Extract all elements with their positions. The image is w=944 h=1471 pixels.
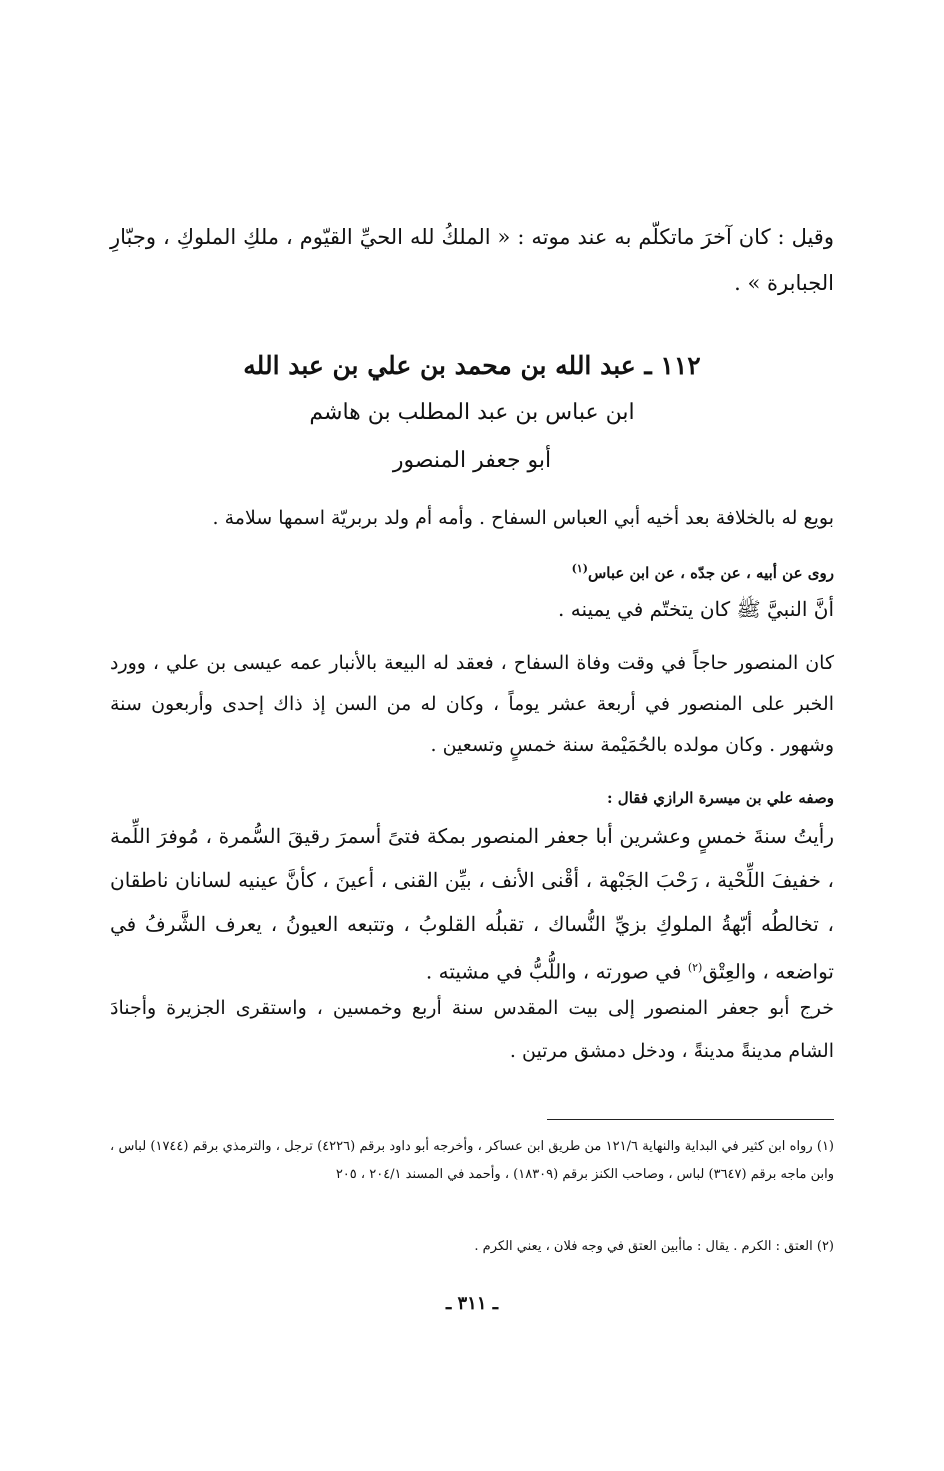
entry-kunya: أبو جعفر المنصور: [392, 448, 552, 473]
page-number: ـ ٣١١ ـ: [445, 1293, 499, 1314]
narration-chain-text: روى عن أبيه ، عن جدّه ، عن ابن عباس: [587, 564, 834, 582]
footnote-marker-2: (٢): [687, 961, 703, 974]
footnote-marker-1: (١): [571, 562, 588, 575]
description-tail: في صورته ، واللُّبُّ في مشيته .: [425, 959, 688, 984]
description-paragraph: [110, 814, 834, 994]
pilgrimage-paragraph: كان المنصور حاجاً في وقت وفاة السفاح ، فعقد له البيعة بالأنبار عمه عيسى بن علي ، وورد الخبر على المنصور في أربعة عشر يوماً ، وكان له من السن إذ ذاك إحدى وأربعون سنة وشهور . وكان مولده بالحُمَيْمة سنة خمسٍ وتسعين .: [110, 652, 834, 756]
narration-chain: [110, 556, 834, 586]
hadith-text: أنَّ النبيَّ ﷺ كان يتختّم في يمينه .: [558, 597, 834, 621]
travel-paragraph: خرج أبو جعفر المنصور إلى بيت المقدس سنة أربع وخمسين ، واستقرى الجزيرة وأجنادَ الشام مدينةً مدينةً ، ودخل دمشق مرتين .: [110, 997, 834, 1062]
footnote-divider: [547, 1119, 834, 1120]
description-intro: وصفه علي بن ميسرة الرازي فقال :: [607, 789, 834, 807]
description-text: رأيتُ سنةَ خمسٍ وعشرين أبا جعفر المنصور بمكة فتىً أسمرَ رقيقَ السُّمرة ، مُوفرَ اللِّمة ، خفيفَ اللِّحْية ، رَحْبَ الجَبْهة ، أقْنى الأنف ، بيِّن القنى ، أعينَ ، كأنَّ عينيه لسانان ناطقان ، تخالطُه أبّهةُ الملوكِ بزيِّ النُّساك ، تقبلُه القلوبُ ، وتتبعه العيونُ ، يعرف الشَّرفُ في تواضعه ، والعِتْق: [110, 824, 834, 984]
entry-title: ١١٢ ـ عبد الله بن محمد بن علي بن عبد الله: [243, 351, 701, 380]
intro-paragraph: وقيل : كان آخرَ ماتكلّم به عند موته : « الملكُ لله الحيِّ القيّوم ، ملكِ الملوكِ ، وجبّارِ الجبابرة » .: [110, 225, 834, 295]
entry-lineage: ابن عباس بن عبد المطلب بن هاشم: [309, 400, 635, 425]
footnote-1: (١) رواه ابن كثير في البداية والنهاية ١٢١/٦ من طريق ابن عساكر ، وأخرجه أبو داود برقم (٤٢٢٦) ترجل ، والترمذي برقم (١٧٤٤) لباس ، وابن ماجه برقم (٣٦٤٧) لباس ، وصاحب الكنز برقم (١٨٣٠٩) ، وأحمد في المسند ٢٠٤/١ ، ٢٠٥: [110, 1139, 834, 1182]
footnote-2: (٢) العتق : الكرم . يقال : ماأبين العتق في وجه فلان ، يعني الكرم .: [474, 1239, 834, 1254]
accession-paragraph: بويع له بالخلافة بعد أخيه أبي العباس السفاح . وأمه أم ولد بربريّة اسمها سلامة .: [212, 507, 834, 529]
